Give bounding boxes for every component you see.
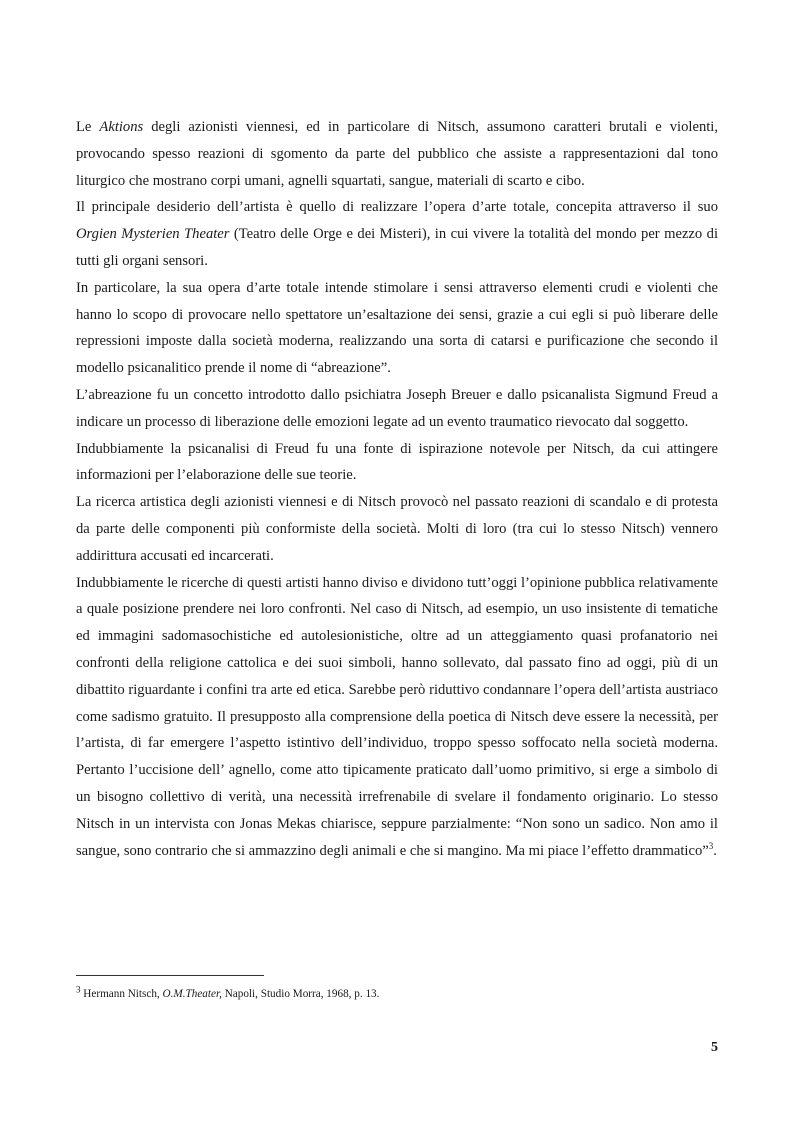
paragraph — [76, 194, 718, 274]
footnote-marker: 3 — [76, 984, 81, 995]
paragraph-text: Indubbiamente la psicanalisi di Freud fu una fonte di ispirazione notevole per Nitsch, da cui attingere informazioni per l’elaborazione delle sue teorie. — [76, 440, 718, 484]
paragraph-text: In particolare, la sua opera d’arte totale intende stimolare i sensi attraverso elementi crudi e violenti che hanno lo scopo di provocare nello spettatore un’esaltazione dei sensi, grazie a cui egli si può liberare delle repressioni imposte dalla società moderna, realizzando una sorta di catarsi e purificazione che secondo il modello psicanalitico prende il nome di “abreazione”. — [76, 279, 718, 377]
body-text — [76, 114, 718, 864]
italic-text: Aktions — [99, 119, 144, 135]
paragraph — [76, 382, 718, 436]
paragraph-text: degli azionisti viennesi, ed in particolare di Nitsch, assumono caratteri brutali e violenti, provocando spesso reazioni di sgomento da parte del pubblico che assiste a rappresentazioni dal tono liturgico che mostrano corpi umani, agnelli squartati, sangue, materiali di scarto e cibo. — [76, 119, 718, 189]
paragraph — [76, 570, 718, 865]
footnote-marker: 3 — [708, 840, 714, 851]
italic-text: Orgien Mysterien Theater — [76, 226, 230, 243]
page-number: 5 — [711, 1040, 718, 1055]
footnote-text: Napoli, Studio Morra, 1968, p. 13. — [221, 988, 380, 1000]
italic-text: O.M.Theater, — [162, 988, 222, 1000]
paragraph — [76, 489, 718, 569]
paragraph — [76, 114, 718, 194]
paragraph-text: L’abreazione fu un concetto introdotto dallo psichiatra Joseph Breuer e dallo psicanalista Sigmund Freud a indicare un processo di liberazione delle emozioni legate ad un evento traumatico rievocato dal soggetto. — [76, 386, 718, 430]
footnote-text: Hermann Nitsch, — [80, 988, 163, 1000]
paragraph-text: Le — [76, 119, 100, 135]
paragraph-text: Il principale desiderio dell’artista è quello di realizzare l’opera d’arte totale, concepita attraverso il suo — [76, 199, 718, 216]
paragraph-text: . — [713, 842, 717, 859]
paragraph — [76, 436, 718, 490]
paragraph-text: Indubbiamente le ricerche di questi artisti hanno diviso e dividono tutt’oggi l’opinione pubblica relativamente a quale posizione prendere nei loro confronti. Nel caso di Nitsch, ad esempio, un uso insistente di tematiche ed immagini sadomasochistiche ed autolesionistiche, oltre ad un atteggiamento quasi profanatorio nei confronti della religione cattolica e dei suoi simboli, hanno sollevato, dal passato fino ad oggi, più di un dibattito riguardante i confini tra arte ed etica. Sarebbe però riduttivo condannare l’opera dell’artista austriaco come sadismo gratuito. Il presupposto alla comprensione della poetica di Nitsch deve essere la necessità, per l’artista, di far emergere l’aspetto istintivo dell’individuo, troppo spesso soffocato nella società moderna. Pertanto l’uccisione dell’ agnello, come atto tipicamente praticato dall’uomo primitivo, si erge a simbolo di un bisogno collettivo di verità, una necessità irrefrenabile di svelare il fondamento originario. Lo stesso Nitsch in un intervista con Jonas Mekas chiarisce, seppure parzialmente: “Non sono un sadico. Non amo il sangue, sono contrario che si ammazzino degli animali e che si mangino. Ma mi piace l’effetto drammatico” — [76, 574, 718, 859]
footnote — [76, 986, 718, 1002]
paragraph-text: (Teatro delle Orge e dei Misteri), in cui vivere la totalità del mondo per mezzo di tutti gli organi sensori. — [76, 226, 719, 269]
footnote-separator — [76, 975, 264, 976]
paragraph — [76, 275, 718, 382]
paragraph-text: La ricerca artistica degli azionisti viennesi e di Nitsch provocò nel passato reazioni di scandalo e di protesta da parte delle componenti più conformiste della società. Molti di loro (tra cui lo stesso Nitsch) vennero addirittura accusati ed incarcerati. — [76, 494, 718, 564]
